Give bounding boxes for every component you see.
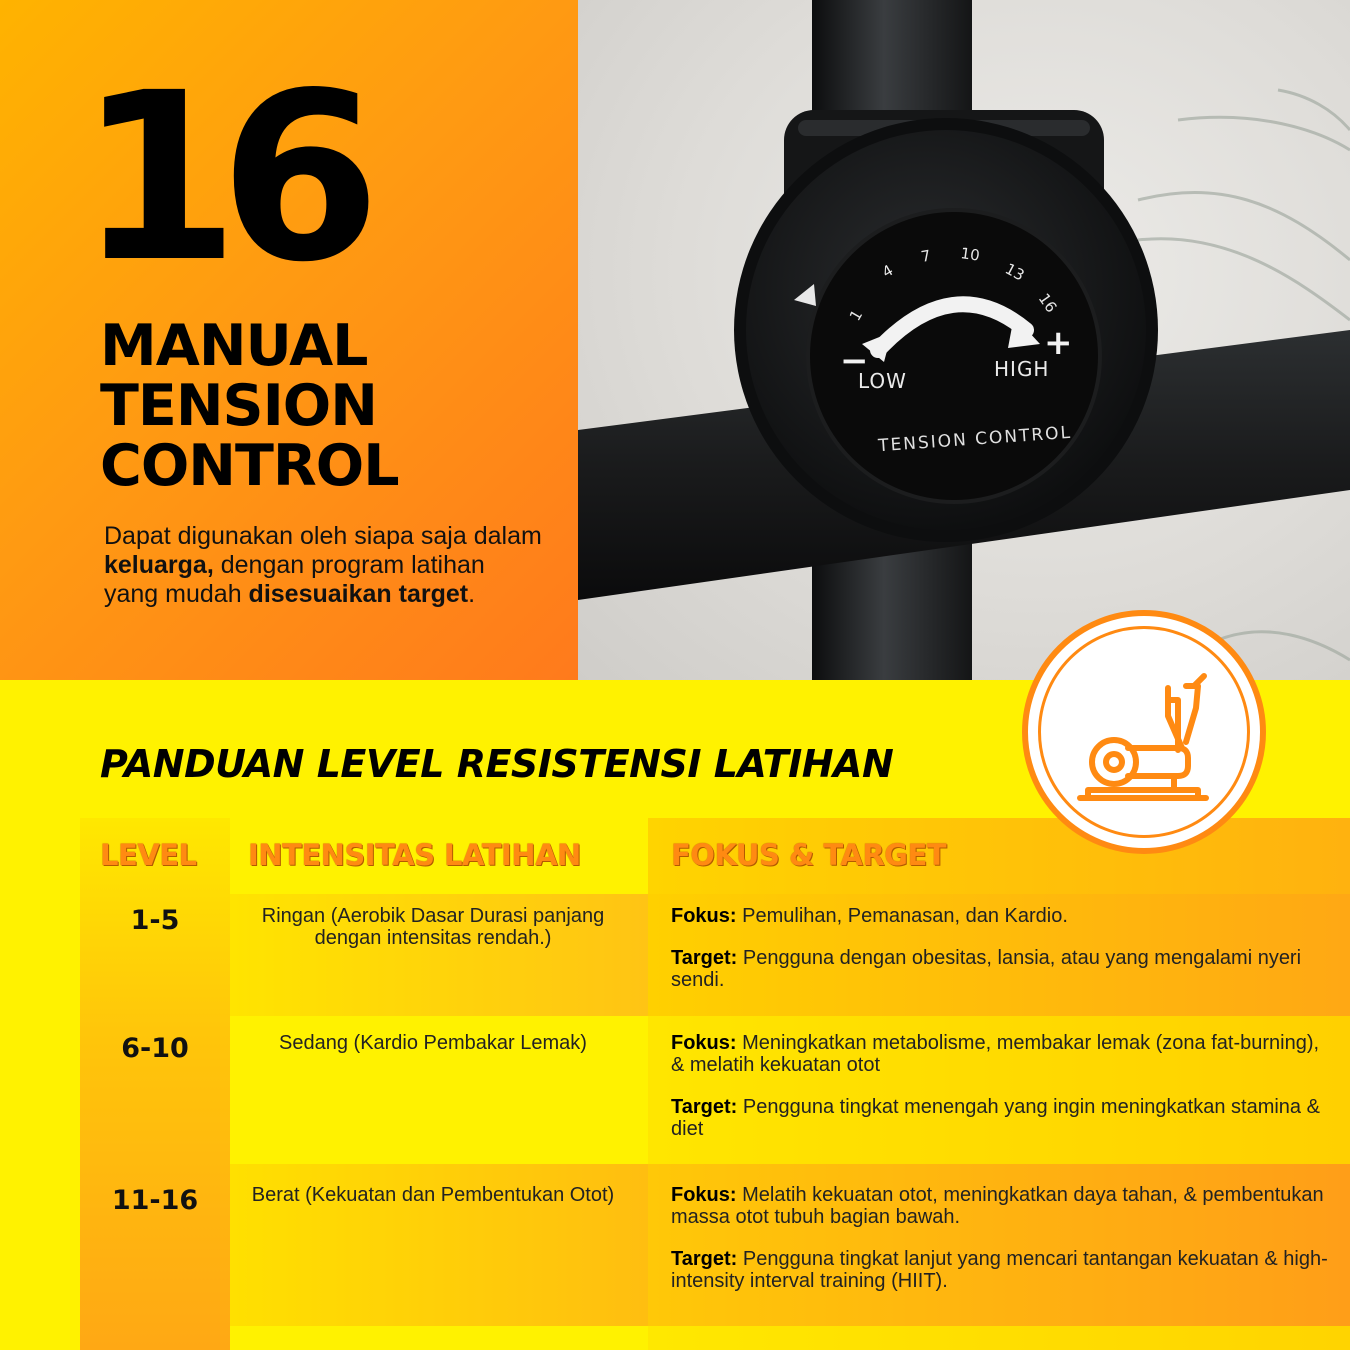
row-2-focus	[671, 1032, 1331, 1076]
row-3-intensity: Berat (Kekuatan dan Pembentukan Otot)	[251, 1184, 615, 1206]
hero-description	[104, 522, 544, 609]
row-1-target-text: Pengguna dengan obesitas, lansia, atau yang mengalami nyeri sendi.	[671, 947, 1302, 991]
headline-line-3: CONTROL	[100, 433, 399, 499]
dial-scale-label: 10	[959, 244, 981, 265]
row-1-focus-text: Pemulihan, Pemanasan, dan Kardio.	[742, 905, 1068, 927]
dial-scale-label: 7	[919, 246, 933, 266]
row-3-target-text: Pengguna tingkat lanjut yang mencari tantangan kekuatan & high-intensity interval training (HIIT).	[671, 1248, 1328, 1292]
dial-minus: −	[840, 341, 869, 381]
elliptical-trainer-icon	[1028, 616, 1260, 848]
dial-high-label: HIGH	[994, 357, 1050, 381]
desc-part: dengan program latihan yang mudah	[104, 551, 485, 608]
dial-scale-label: 4	[879, 261, 897, 282]
intensity-footer-bg	[230, 1326, 648, 1350]
row-3-level: 11-16	[111, 1185, 199, 1216]
dial-plus: +	[1044, 323, 1073, 363]
tension-knob-illustration	[578, 0, 1350, 680]
row-2-level: 6-10	[121, 1033, 189, 1064]
row-3-focus	[671, 1184, 1331, 1228]
elliptical-badge	[1022, 610, 1266, 854]
row-2-focus-text: Meningkatkan metabolisme, membakar lemak (zona fat-burning), & melatih kekuatan otot	[671, 1032, 1320, 1076]
desc-part-bold: keluarga,	[104, 551, 214, 579]
row-2-target-text: Pengguna tingkat menengah yang ingin meningkatkan stamina & diet	[671, 1096, 1320, 1140]
row-3-target	[671, 1248, 1331, 1292]
desc-part: .	[468, 580, 476, 608]
dial-scale-label: 1	[845, 306, 867, 324]
focus-label: Fokus:	[671, 1032, 737, 1054]
focus-footer-bg	[648, 1326, 1350, 1350]
target-label: Target:	[671, 1248, 738, 1270]
desc-part-bold: disesuaikan target	[248, 580, 469, 608]
row-2-target	[671, 1096, 1331, 1140]
dial-low-label: LOW	[858, 369, 907, 393]
focus-label: Fokus:	[671, 905, 737, 927]
header-intensity: INTENSITAS LATIHAN	[248, 838, 581, 872]
headline-line-1: MANUAL	[100, 313, 368, 379]
level-column-bg	[80, 818, 230, 1350]
target-label: Target:	[671, 947, 738, 969]
row-1-level: 1-5	[130, 905, 180, 936]
row-1-target	[671, 947, 1331, 991]
focus-label: Fokus:	[671, 1184, 737, 1206]
dial-scale-label: 13	[1002, 259, 1028, 285]
level-count-number: 16	[78, 43, 361, 313]
dial-scale-label: 16	[1034, 289, 1061, 316]
header-focus: FOKUS & TARGET	[671, 838, 947, 872]
row-3-focus-text: Melatih kekuatan otot, meningkatkan daya tahan, & pembentukan massa otot tubuh bagian bawah.	[671, 1184, 1324, 1228]
guide-title: PANDUAN LEVEL RESISTENSI LATIHAN	[100, 742, 894, 786]
row-2-intensity: Sedang (Kardio Pembakar Lemak)	[279, 1032, 587, 1054]
dial-caption: TENSION CONTROL	[877, 422, 1073, 457]
hero-panel	[0, 0, 578, 680]
desc-part: Dapat digunakan oleh siapa saja dalam	[104, 522, 542, 550]
tension-knob-photo	[578, 0, 1350, 680]
row-1-focus	[671, 905, 1331, 927]
header-level: LEVEL	[100, 838, 197, 872]
headline	[100, 313, 399, 499]
target-label: Target:	[671, 1096, 738, 1118]
row-1-intensity: Ringan (Aerobik Dasar Durasi panjang dengan intensitas rendah.)	[261, 905, 605, 949]
headline-line-2: TENSION	[100, 373, 377, 439]
